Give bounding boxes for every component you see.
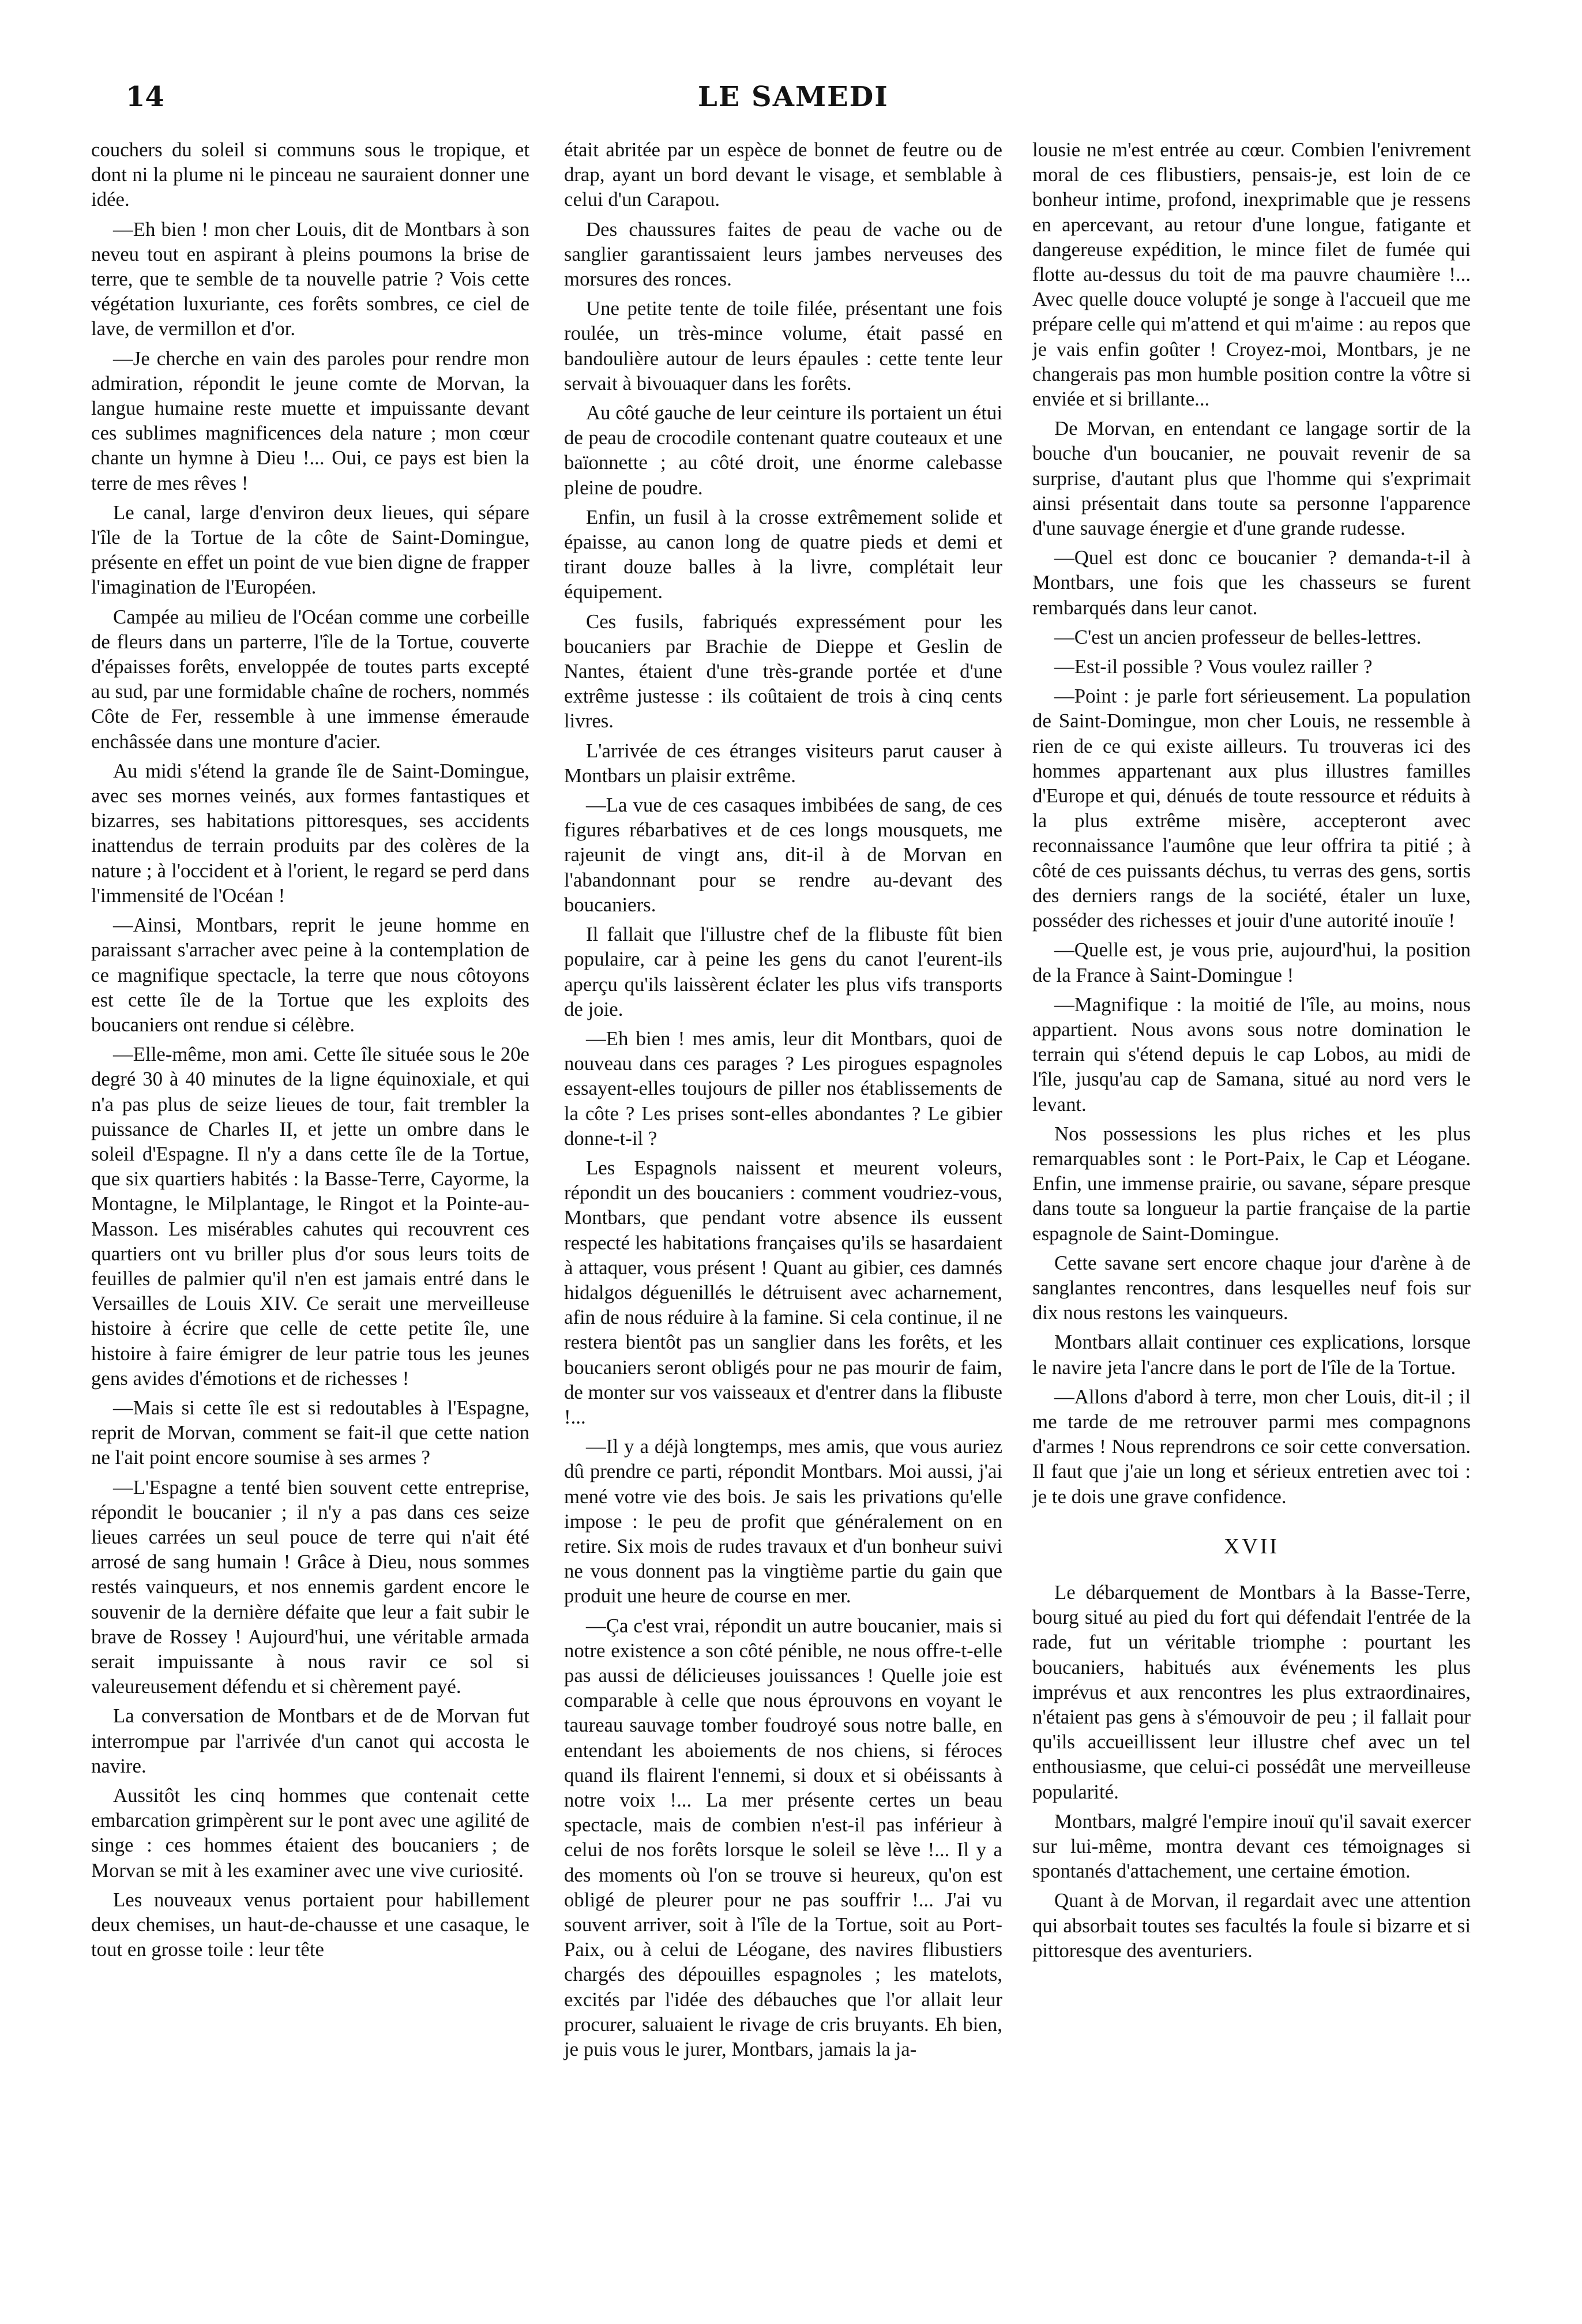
paragraph: —Est-il possible ? Vous voulez railler ? (1054, 655, 1373, 678)
paragraph: Montbars, malgré l'empire inouï qu'il savait exercer sur lui-même, montra devant ces témoignages si spontanés d'attachement, une certaine émotion. (1032, 1809, 1471, 1883)
page-number: 14 (126, 81, 164, 113)
paragraph: Les Espagnols naissent et meurent voleurs, répondit un des boucaniers : comment voudriez-vous, Montbars, que pendant votre absence ils eussent respecté les habitations françaises qu'ils se hasardaient à attaquer, vous présent ! Quant au gibier, ces damnés hidalgos déguenillés le détruisent avec acharnement, afin de nous réduire à la famine. Si cela continue, il ne restera bientôt pas un sanglier dans les forêts, et les boucaniers seront obligés pour ne pas mourir de faim, de monter sur vos vaisseaux et d'entrer dans la flibuste !... (564, 1156, 1002, 1428)
paragraph: Aussitôt les cinq hommes que contenait cette embarcation grimpèrent sur le pont avec une agilité de singe : ces hommes étaient des boucaniers ; de Morvan se mit à les examiner avec une vive curiosité. (91, 1784, 529, 1882)
paragraph: Cette savane sert encore chaque jour d'arène à de sanglantes rencontres, dans lesquelles neuf fois sur dix nous restons les vainqueurs. (1032, 1251, 1471, 1324)
paragraph: Les nouveaux venus portaient pour habillement deux chemises, un haut-de-chausse et une casaque, le tout en grosse toile : leur tête (91, 1888, 529, 1961)
paragraph: lousie ne m'est entrée au cœur. Combien l'enivrement moral de ces flibustiers, pensais-je, est loin de ce bonheur intime, profond, inexprimable que je ressens en apercevant, au retour d'une longue, fatigante et dangereuse expédition, le mince filet de fumée qui flotte au-dessus du toit de ma pauvre chaumière !... Avec quelle douce volupté je songe à l'accueil que me prépare celle qui m'attend et qui m'aime : au repos que je vais enfin goûter ! Croyez-moi, Montbars, je ne changerais pas mon humble position contre la vôtre si enviée et si brillante... (1032, 138, 1471, 411)
paragraph: —Je cherche en vain des paroles pour rendre mon admiration, répondit le jeune comte de Morvan, la langue humaine reste muette et impuissante devant ces sublimes magnificences dela nature ; mon cœur chante un hymne à Dieu !... Oui, ce pays est bien la terre de mes rêves ! (91, 347, 529, 494)
paragraph: Campée au milieu de l'Océan comme une corbeille de fleurs dans un parterre, l'île de la Tortue, couverte d'épaisses forêts, enveloppée de toutes parts excepté au sud, par une formidable chaîne de rochers, nommés Côte de Fer, ressemble à une immense émeraude enchâssée dans une monture d'acier. (91, 605, 529, 753)
text-column-2 (564, 137, 1002, 2075)
paragraph: —La vue de ces casaques imbibées de sang, de ces figures rébarbatives et de ces longs mousquets, me rajeunit de vingt ans, dit-il à de Morvan en l'abandonnant pour se rendre au-devant des boucaniers. (564, 794, 1002, 916)
publication-title: LE SAMEDI (698, 81, 889, 113)
paragraph: La conversation de Montbars et de de Morvan fut interrompue par l'arrivée d'un canot qui accosta le navire. (91, 1704, 529, 1777)
paragraph: —Mais si cette île est si redoutables à l'Espagne, reprit de Morvan, comment se fait-il que cette nation ne l'ait point encore soumise à ses armes ? (91, 1396, 529, 1469)
paragraph: Au midi s'étend la grande île de Saint-Domingue, avec ses mornes veinés, aux formes fantastiques et bizarres, ses habitations pittoresques, ses accidents inattendus de terrain produits par des colères de la nature ; à l'occident et à l'orient, le regard se perd dans l'immensité de l'Océan ! (91, 759, 529, 907)
column-3-text-before-heading (1032, 137, 1471, 1509)
paragraph: —C'est un ancien professeur de belles-lettres. (1054, 625, 1422, 648)
paragraph: —Ça c'est vrai, répondit un autre boucanier, mais si notre existence a son côté pénible, ne nous offre-t-elle pas aussi de délicieuses jouissances ! Quelle joie est comparable à celle que nous éprouvons en voyant le taureau sauvage tomber foudroyé sous notre balle, en entendant les aboiements de nos chiens, si féroces quand ils flairent l'ennemi, si doux et si obéissants à notre voix !... La mer présente certes un beau spectacle, mais de combien n'est-il pas inférieur à celui de nos forêts lorsque le soleil se lève !... Il y a des moments où l'on se trouve si heureux, qu'on est obligé de pleurer pour ne pas souffrir !... J'ai vu souvent arriver, soit à l'île de la Tortue, soit au Port-Paix, ou à celui de Léogane, des navires flibustiers chargés des dépouilles espagnoles ; les matelots, excités par l'idée des débauches que l'or allait leur procurer, saluaient le rivage de cris bruyants. Eh bien, je puis vous le jurer, Montbars, jamais la ja- (564, 1614, 1002, 2061)
paragraph: —Allons d'abord à terre, mon cher Louis, dit-il ; il me tarde de me retrouver parmi mes compagnons d'armes ! Nous reprendrons ce soir cette conversation. Il faut que j'aie un long et sérieux entretien avec toi : je te dois une grave confidence. (1032, 1385, 1471, 1508)
paragraph: Montbars allait continuer ces explications, lorsque le navire jeta l'ancre dans le port de l'île de la Tortue. (1032, 1331, 1471, 1379)
paragraph: était abritée par un espèce de bonnet de feutre ou de drap, ayant un bord devant le visage, et semblable à celui d'un Carapou. (564, 138, 1002, 211)
paragraph: De Morvan, en entendant ce langage sortir de la bouche d'un boucanier, ne pouvait revenir de sa surprise, d'autant plus que l'homme qui s'exprimait ainsi présentait dans toute sa personne l'apparence d'une sauvage énergie et d'une grande rudesse. (1032, 417, 1471, 540)
paragraph: Nos possessions les plus riches et les plus remarquables sont : le Port-Paix, le Cap et Léogane. Enfin, une immense prairie, ou savane, sépare presque dans toute sa longueur la partie française de la partie espagnole de Saint-Domingue. (1032, 1122, 1471, 1245)
text-column-3 (1032, 137, 1471, 1977)
paragraph: —L'Espagne a tenté bien souvent cette entreprise, répondit le boucanier ; il n'y a pas dans ces seize lieues carrées un seul pouce de terre qui n'ait été arrosé de sang humain ! Grâce à Dieu, nous sommes restés vainqueurs, et nos ennemis gardent encore le souvenir de la dernière défaite que leur a fait subir le brave de Rossey ! Aujourd'hui, une véritable armada serait impuissante à nous ravir ce sol si valeureusement défendu et si chèrement payé. (91, 1476, 529, 1698)
paragraph: —Eh bien ! mon cher Louis, dit de Montbars à son neveu tout en aspirant à pleins poumons la brise de terre, que te semble de ta nouvelle patrie ? Vois cette végétation luxuriante, ces forêts sombres, ce ciel de lave, de vermillon et d'or. (91, 217, 529, 340)
paragraph: Des chaussures faites de peau de vache ou de sanglier garantissaient leurs jambes nerveuses des morsures des ronces. (564, 217, 1002, 291)
paragraph: —Magnifique : la moitié de l'île, au moins, nous appartient. Nous avons sous notre domination le terrain qui s'étend depuis le cap Lobos, au midi de l'île, jusqu'au cap de Samana, situé au nord vers le levant. (1032, 993, 1471, 1116)
paragraph: Au côté gauche de leur ceinture ils portaient un étui de peau de crocodile contenant quatre couteaux et une baïonnette ; au côté droit, une énorme calebasse pleine de poudre. (564, 401, 1002, 499)
paragraph: Le canal, large d'environ deux lieues, qui sépare l'île de la Tortue de la côte de Saint-Domingue, présente en effet un point de vue bien digne de frapper l'imagination de l'Européen. (91, 501, 529, 599)
paragraph: —Eh bien ! mes amis, leur dit Montbars, quoi de nouveau dans ces parages ? Les pirogues espagnoles essayent-elles toujours de piller nos établissements de la côte ? Les prises sont-elles abondantes ? Le gibier donne-t-il ? (564, 1027, 1002, 1150)
paragraph: couchers du soleil si communs sous le tropique, et dont ni la plume ni le pinceau ne sauraient donner une idée. (91, 138, 529, 211)
paragraph: Il fallait que l'illustre chef de la flibuste fût bien populaire, car à peine les gens du canot l'eurent-ils aperçu qu'ils laissèrent éclater les plus vifs transports de joie. (564, 923, 1002, 1020)
paragraph: —Quelle est, je vous prie, aujourd'hui, la position de la France à Saint-Domingue ! (1032, 938, 1471, 986)
paragraph: —Ainsi, Montbars, reprit le jeune homme en paraissant s'arracher avec peine à la contemplation de ce magnifique spectacle, la terre que nous côtoyons est cette île de la Tortue que les exploits des boucaniers ont rendue si célèbre. (91, 914, 529, 1036)
paragraph: —Elle-même, mon ami. Cette île située sous le 20e degré 30 à 40 minutes de la ligne équinoxiale, et qui n'a pas plus de seize lieues de tour, fait trembler la puissance de Charles II, et jette un ombre dans le soleil d'Espagne. Il n'y a dans cette île de la Tortue, que six quartiers habités : la Basse-Terre, Cayorme, la Montagne, le Milplantage, le Ringot et la Pointe-au-Masson. Les misérables cahutes qui recouvrent ces quartiers ont vu briller plus d'or sous leurs toits de feuilles de palmier qu'il n'en est jamais entré dans le Versailles de Louis XIV. Ce serait une merveilleuse histoire à écrire que celle de cette petite île, une histoire à faire émigrer de leur patrie tous les jeunes gens avides d'émotions et de richesses ! (91, 1043, 529, 1390)
paragraph: —Quel est donc ce boucanier ? demanda-t-il à Montbars, une fois que les chasseurs se furent rembarqués dans leur canot. (1032, 546, 1471, 619)
text-column-1 (91, 137, 529, 1976)
column-3-text-after-heading (1032, 1580, 1471, 1963)
paragraph: Une petite tente de toile filée, présentant une fois roulée, un très-mince volume, était passé en bandoulière autour de leurs épaules : cette tente leur servait à bivouaquer dans les forêts. (564, 297, 1002, 395)
paragraph: —Point : je parle fort sérieusement. La population de Saint-Domingue, mon cher Louis, ne ressemble à rien de ce qui existe ailleurs. Tu trouveras ici des hommes appartenant aux plus illustres familles d'Europe et qui, dénués de toute ressource et réduits à la plus extrême misère, accepteront avec reconnaissance l'aumône que leur offrira ta pitié ; à côté de ces puissants déchus, tu verras des gens, sortis des derniers rangs de la société, étaler un luxe, posséder des richesses et jouir d'une autorité inouïe ! (1032, 685, 1471, 932)
paragraph: Quant à de Morvan, il regardait avec une attention qui absorbait toutes ses facultés la foule si bizarre et si pittoresque des aventuriers. (1032, 1889, 1471, 1962)
paragraph: Le débarquement de Montbars à la Basse-Terre, bourg situé au pied du fort qui défendait l'entrée de la rade, fut un véritable triomphe : pourtant les boucaniers, habitués aux événements les plus imprévus et aux rencontres les plus extraordinaires, n'étaient pas gens à s'émouvoir de peu ; il fallait pour qu'ils accueillissent leur illustre chef avec un tel enthousiasme, que celui-ci possédât une merveilleuse popularité. (1032, 1580, 1471, 1803)
paragraph: Ces fusils, fabriqués expressément pour les boucaniers par Brachie de Dieppe et Geslin de Nantes, étaient d'une très-grande portée et d'une extrême justesse : ils coûtaient de trois à cinq cents livres. (564, 610, 1002, 733)
paragraph: —Il y a déjà longtemps, mes amis, que vous auriez dû prendre ce parti, répondit Montbars. Moi aussi, j'ai mené votre vie des bois. Je sais les privations qu'elle impose : le peu de profit que généralement on en retire. Six mois de rudes travaux et d'un bonheur suivi ne vous donnent pas la vingtième partie du gain que produit une heure de course en mer. (564, 1435, 1002, 1608)
paragraph: Enfin, un fusil à la crosse extrêmement solide et épaisse, au canon long de quatre pieds et demi et tirant douze balles à la livre, complétait leur équipement. (564, 505, 1002, 603)
chapter-heading: XVII (1223, 1534, 1280, 1559)
paragraph: L'arrivée de ces étranges visiteurs parut causer à Montbars un plaisir extrême. (564, 739, 1002, 787)
